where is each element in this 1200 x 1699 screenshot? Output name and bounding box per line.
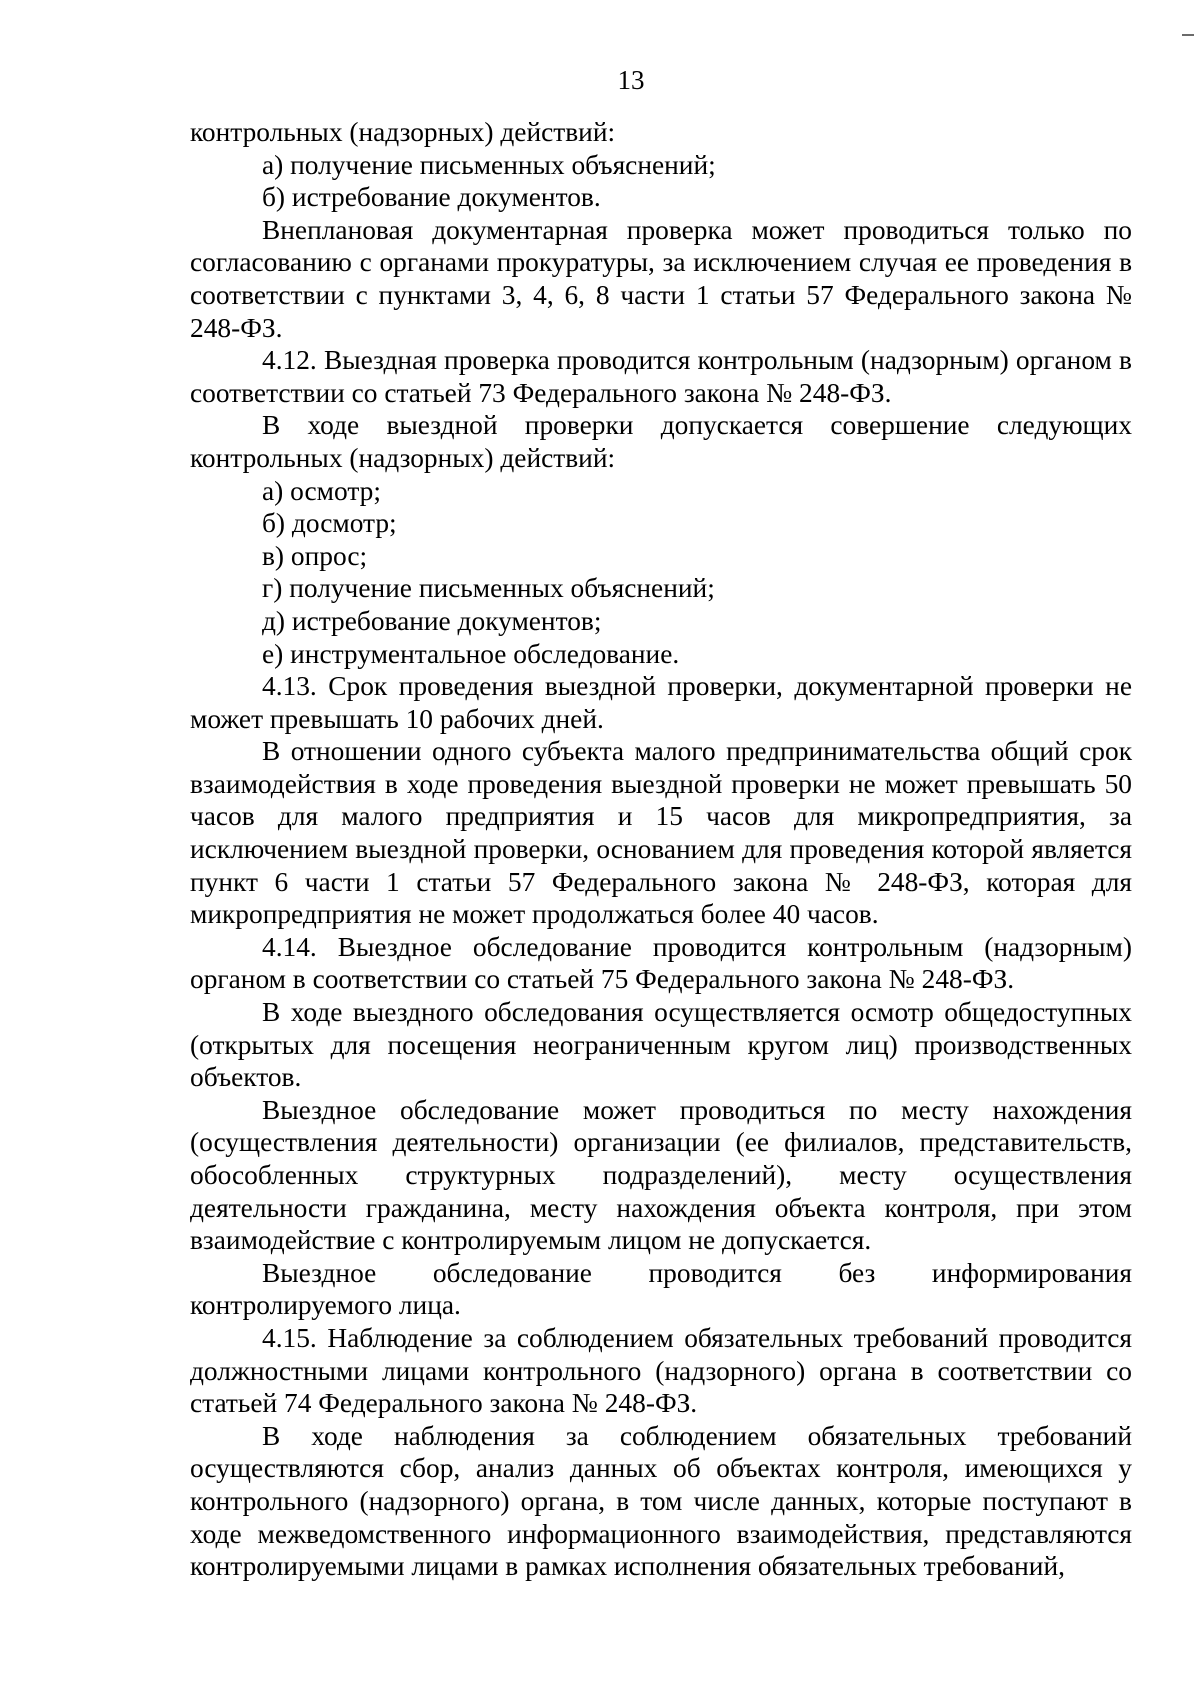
list-item: а) получение письменных объяснений; — [262, 149, 716, 180]
paragraph: Внеплановая документарная проверка может проводиться только по согласованию с органами прокуратуры, за исключением случая ее проведения в соответствии с пунктами 3, 4, 6, 8 части 1 статьи 57 Федерального закона № 248-ФЗ. — [190, 214, 1132, 343]
list-item: в) опрос; — [262, 540, 368, 571]
list-item: а) осмотр; — [262, 475, 381, 506]
page-number: 13 — [617, 65, 645, 95]
paragraph: Выездное обследование может проводиться по месту нахождения (осуществления деятельности) организации (ее филиалов, представительств, обособленных структурных подразделений), месту осуществления деятельности гражданина, месту нахождения объекта контроля, при этом взаимодействие с контролируемым лицом не допускается. — [190, 1094, 1132, 1256]
list-item: б) досмотр; — [262, 508, 397, 539]
paragraph: В ходе наблюдения за соблюдением обязательных требований осуществляются сбор, анализ данных об объектах контроля, имеющихся у контрольного (надзорного) органа, в том числе данных, которые поступают в ходе межведомственного информационного взаимодействия, представляются контролируемыми лицами в рамках исполнения обязательных требований, — [190, 1420, 1132, 1582]
list-item: е) инструментальное обследование. — [262, 638, 680, 669]
document-body — [190, 116, 1132, 1583]
section-4-13: 4.13. Срок проведения выездной проверки, документарной проверки не может превышать 10 рабочих дней. — [190, 671, 1132, 734]
scan-edge-mark — [1182, 34, 1194, 36]
section-4-14: 4.14. Выездное обследование проводится контрольным (надзорным) органом в соответствии со статьей 75 Федерального закона № 248-ФЗ. — [190, 931, 1132, 995]
paragraph: В ходе выездного обследования осуществляется осмотр общедоступных (открытых для посещения неограниченным кругом лиц) производственных объектов. — [190, 997, 1132, 1093]
paragraph: В ходе выездной проверки допускается совершение следующих контрольных (надзорных) действий: — [190, 410, 1132, 473]
paragraph: контрольных (надзорных) действий: — [190, 117, 616, 147]
paragraph: В отношении одного субъекта малого предпринимательства общий срок взаимодействия в ходе проведения выездной проверки не может превышать 50 часов для малого предприятия и 15 часов для микропредприятия, за исключением выездной проверки, основанием для проведения которой является пункт 6 части 1 статьи 57 Федерального закона № 248-ФЗ, которая для микропредприятия не может продолжаться более 40 часов. — [190, 736, 1132, 930]
paragraph: Выездное обследование проводится без информирования контролируемого лица. — [190, 1257, 1132, 1321]
list-item: г) получение письменных объяснений; — [262, 573, 715, 604]
section-4-15: 4.15. Наблюдение за соблюдением обязательных требований проводится должностными лицами контрольного (надзорного) органа в соответствии со статьей 74 Федерального закона № 248-ФЗ. — [190, 1322, 1132, 1419]
section-4-12: 4.12. Выездная проверка проводится контрольным (надзорным) органом в соответствии со статьей 73 Федерального закона № 248-ФЗ. — [190, 345, 1132, 408]
list-item: д) истребование документов; — [262, 605, 602, 636]
list-item: б) истребование документов. — [262, 182, 601, 213]
